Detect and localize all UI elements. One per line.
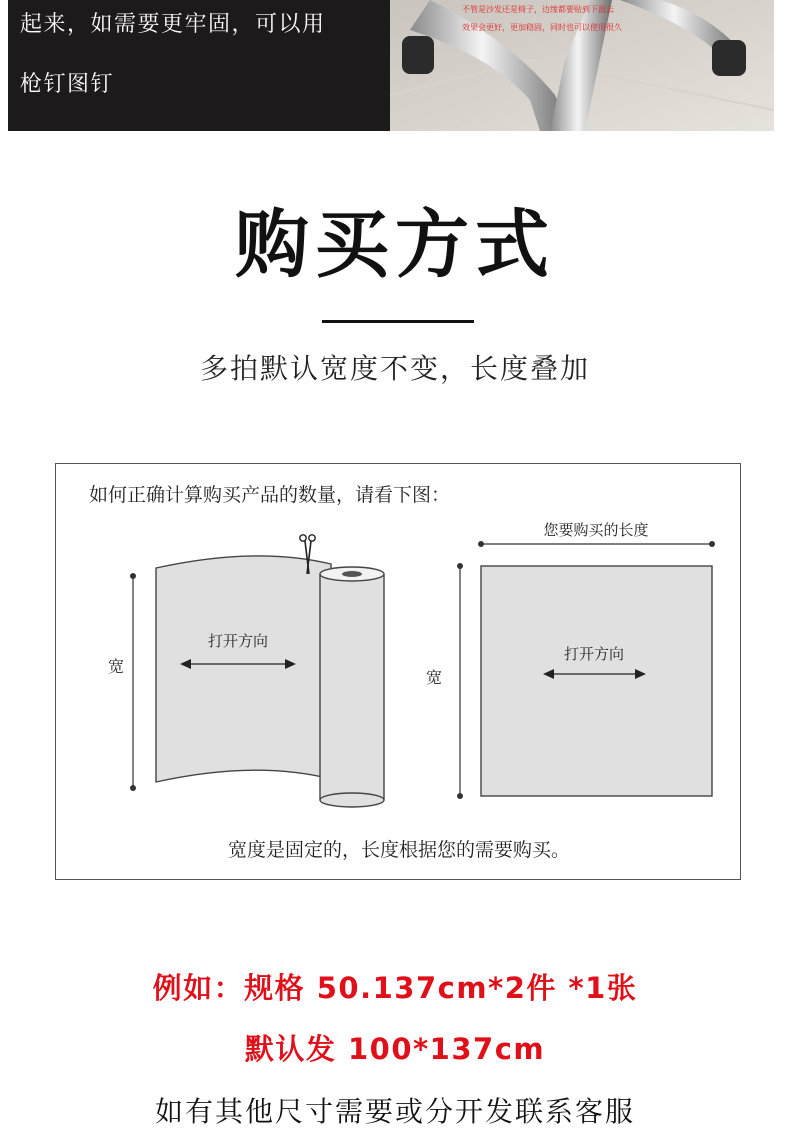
roll-width-label: 宽	[108, 657, 125, 676]
roll-direction-label: 打开方向	[207, 632, 269, 650]
example-default-line: 默认发 100*137cm	[244, 1032, 546, 1066]
diagram-footer: 宽度是固定的，长度根据您的需要购买。	[227, 839, 570, 861]
sheet-length-dimension	[478, 541, 715, 547]
chair-leg-photo	[390, 0, 774, 131]
diagram-heading: 如何正确计算购买产品的数量，请看下图：	[89, 484, 451, 506]
purchase-diagram	[55, 463, 741, 880]
diagram-illustration	[56, 464, 742, 881]
section-title: 购买方式	[235, 202, 555, 288]
flat-fabric-sheet	[481, 566, 712, 796]
example-spec-line: 例如：规格 50.137cm*2件 *1张	[152, 971, 638, 1005]
sheet-width-label: 宽	[426, 668, 443, 687]
title-underline	[322, 320, 474, 323]
contact-service-note: 如有其他尺寸需要或分开发联系客服	[154, 1095, 635, 1128]
chair-leg-illustration	[390, 0, 774, 131]
fabric-roll	[320, 567, 384, 807]
roll-width-dimension	[130, 573, 136, 791]
sheet-width-dimension	[457, 563, 463, 799]
section-subtitle: 多拍默认宽度不变，长度叠加	[199, 352, 590, 385]
sheet-length-label: 您要购买的长度	[543, 521, 649, 539]
photo-note-line1: 不管是沙发还是椅子，边缘都要贴到下面去	[462, 5, 614, 14]
banner-text-line1: 起来，如需要更牢固，可以用	[20, 12, 326, 37]
unrolled-fabric-sheet	[156, 556, 331, 782]
banner-text-line2: 枪钉图钉	[20, 72, 115, 97]
photo-note-line2: 效果会更好，更加稳固，同时也可以使用很久	[462, 23, 622, 32]
top-banner	[8, 0, 774, 131]
sheet-direction-label: 打开方向	[563, 645, 625, 663]
